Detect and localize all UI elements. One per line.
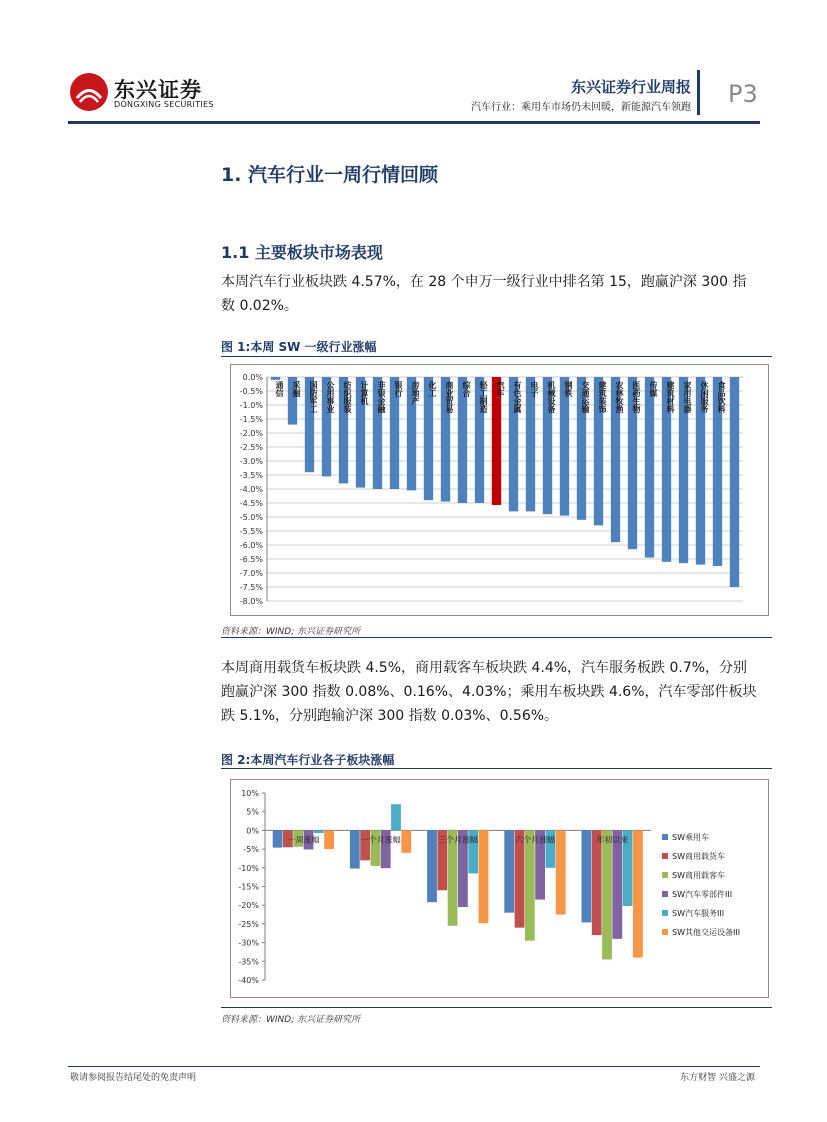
bar: [515, 830, 525, 927]
bar: [324, 830, 334, 849]
figure-1-chart: [230, 364, 769, 616]
y-tick-label: -7.5%: [239, 583, 263, 592]
legend-label: SW乘用车: [672, 833, 709, 842]
report-subtitle: 汽车行业：乘用车市场仍未回暖，新能源汽车领跑: [471, 102, 691, 113]
bar: [314, 830, 324, 833]
figure-1-bottom-rule: [221, 637, 772, 638]
section-heading: 1. 汽车行业一周行情回顾: [221, 164, 439, 186]
figure-1-title: 图 1:本周 SW 一级行业涨幅: [221, 340, 377, 354]
bar: [504, 830, 514, 912]
category-label: 汽车: [496, 381, 505, 397]
category-label: 三个月涨幅: [438, 835, 478, 845]
subsector-bar-chart: [231, 780, 768, 997]
y-tick-label: -3.5%: [239, 471, 263, 480]
paragraph-2: [221, 656, 759, 728]
y-tick-label: 0%: [246, 826, 259, 836]
bar: [448, 830, 458, 925]
category-label: 房地产: [411, 381, 420, 405]
y-tick-label: -5.5%: [239, 527, 263, 536]
legend-swatch: [662, 834, 668, 840]
bar: [582, 830, 592, 922]
category-label: 休闲服务: [700, 381, 709, 413]
y-tick-label: -40%: [238, 976, 259, 985]
y-tick-label: 0.0%: [242, 373, 263, 382]
bar: [273, 830, 283, 847]
y-tick-label: 10%: [241, 789, 259, 798]
category-label: 国防军工: [309, 381, 318, 413]
y-tick-label: -2.0%: [239, 429, 263, 438]
bar: [560, 377, 569, 516]
legend-label: SW汽车零部件III: [672, 890, 733, 899]
header-divider: [697, 70, 700, 115]
bar: [592, 830, 602, 935]
bar: [730, 377, 739, 587]
category-label: 非银金融: [377, 381, 386, 413]
y-tick-label: -5%: [243, 845, 259, 855]
paragraph-line: 跑赢沪深 300 指数 0.08%、0.16%、4.03%；乘用车板块跌 4.6%，汽车零部件板块: [221, 684, 757, 700]
y-tick-label: -10%: [238, 863, 259, 873]
y-tick-label: -30%: [238, 938, 259, 948]
industry-bar-chart: [231, 365, 768, 615]
y-tick-label: -4.5%: [239, 499, 263, 508]
legend-label: SW汽车服务III: [672, 909, 725, 918]
y-tick-label: -6.5%: [239, 555, 263, 564]
bar: [391, 804, 401, 830]
footer-slogan: 东方财智 兴盛之源: [680, 1073, 755, 1083]
bar: [479, 830, 489, 923]
y-tick-label: -1.0%: [239, 401, 263, 410]
y-tick-label: -1.5%: [239, 415, 263, 424]
y-tick-label: 5%: [246, 807, 259, 817]
category-label: 计算机: [360, 381, 369, 405]
bar: [602, 830, 612, 959]
category-label: 化工: [428, 381, 437, 397]
bar: [271, 377, 280, 380]
category-label: 医药生物: [632, 381, 641, 413]
company-logo-icon: [70, 73, 108, 111]
legend-label: SW其他交运设备III: [672, 928, 741, 937]
page-number: P3: [728, 80, 758, 108]
category-label: 年初以来: [596, 835, 629, 845]
figure-1-source: 资料来源：WIND; 东兴证券研究所: [221, 627, 361, 637]
y-tick-label: -15%: [238, 882, 259, 892]
figure-2-bottom-rule: [221, 1007, 772, 1008]
paragraph-line: 数 0.02%。: [221, 298, 298, 314]
category-label: 交通运输: [581, 381, 590, 413]
category-label: 食品饮料: [717, 381, 726, 413]
paragraph-line: 本周汽车行业板块跌 4.57%，在 28 个申万一级行业中排名第 15，跑赢沪深 300 指: [221, 274, 747, 290]
category-label: 一周涨幅: [287, 835, 320, 845]
bar: [645, 377, 654, 558]
footer-disclaimer: 敬请参阅报告结尾处的免责声明: [70, 1073, 197, 1083]
category-label: 银行: [394, 381, 403, 397]
legend-label: SW商用载货车: [672, 852, 725, 861]
category-label: 传媒: [649, 381, 658, 397]
y-tick-label: -7.0%: [239, 569, 263, 578]
bar: [401, 830, 411, 852]
figure-1-rule: [221, 356, 772, 357]
category-label: 有色金属: [513, 381, 522, 413]
bar: [556, 830, 566, 914]
report-type: 东兴证券行业周报: [570, 78, 691, 96]
figure-2-rule: [221, 768, 772, 769]
y-tick-label: -25%: [238, 919, 259, 929]
category-label: 纺织服装: [343, 381, 352, 413]
logo-text-cn: 东兴证券: [114, 78, 202, 102]
legend-swatch: [662, 891, 668, 897]
logo-text-en: DONGXING SECURITIES: [114, 100, 214, 109]
bar: [427, 830, 437, 902]
y-tick-label: -0.5%: [239, 387, 263, 396]
figure-2-source: 资料来源：WIND; 东兴证券研究所: [221, 1015, 361, 1025]
y-tick-label: -6.0%: [239, 541, 263, 550]
bar: [350, 830, 360, 868]
legend-label: SW商用载客车: [672, 871, 725, 880]
category-label: 机械设备: [547, 381, 556, 413]
legend-swatch: [662, 929, 668, 935]
category-label: 建筑材料: [666, 381, 675, 413]
bar: [526, 377, 535, 511]
category-label: 电子: [530, 381, 539, 397]
figure-2-title: 图 2:本周汽车行业各子板块涨幅: [221, 753, 395, 767]
category-label: 公用事业: [326, 381, 335, 413]
header-rule: [68, 121, 760, 124]
subsection-heading: 1.1 主要板块市场表现: [221, 243, 383, 262]
category-label: 农林牧渔: [615, 381, 624, 413]
y-tick-label: -4.0%: [239, 485, 263, 494]
y-tick-label: -3.0%: [239, 457, 263, 466]
category-label: 商业贸易: [445, 381, 454, 413]
y-tick-label: -8.0%: [239, 597, 263, 606]
paragraph-line: 本周商用载货车板块跌 4.5%，商用载客车板块跌 4.4%，汽车服务板跌 0.7%，分别: [221, 660, 748, 676]
y-tick-label: -35%: [238, 957, 259, 967]
category-label: 六个月涨幅: [515, 835, 556, 845]
bar: [633, 830, 643, 957]
category-label: 钢铁: [564, 381, 573, 397]
legend-swatch: [662, 872, 668, 878]
category-label: 通信: [275, 381, 284, 397]
legend-swatch: [662, 910, 668, 916]
category-label: 综合: [462, 381, 471, 397]
category-label: 一个月涨幅: [360, 835, 401, 845]
paragraph-line: 跌 5.1%，分别跑输沪深 300 指数 0.03%、0.56%。: [221, 708, 559, 724]
paragraph-1: [221, 270, 759, 318]
legend-swatch: [662, 853, 668, 859]
category-label: 采掘: [292, 381, 301, 397]
y-tick-label: -2.5%: [239, 443, 263, 452]
y-tick-label: -5.0%: [239, 513, 263, 522]
y-tick-label: -20%: [238, 901, 259, 911]
category-label: 轻工制造: [479, 381, 488, 413]
category-label: 家用电器: [683, 381, 692, 413]
footer-rule: [68, 1066, 760, 1067]
figure-2-chart: [230, 779, 769, 998]
bar: [525, 830, 535, 940]
category-label: 建筑装饰: [598, 381, 607, 413]
bar: [612, 830, 622, 938]
